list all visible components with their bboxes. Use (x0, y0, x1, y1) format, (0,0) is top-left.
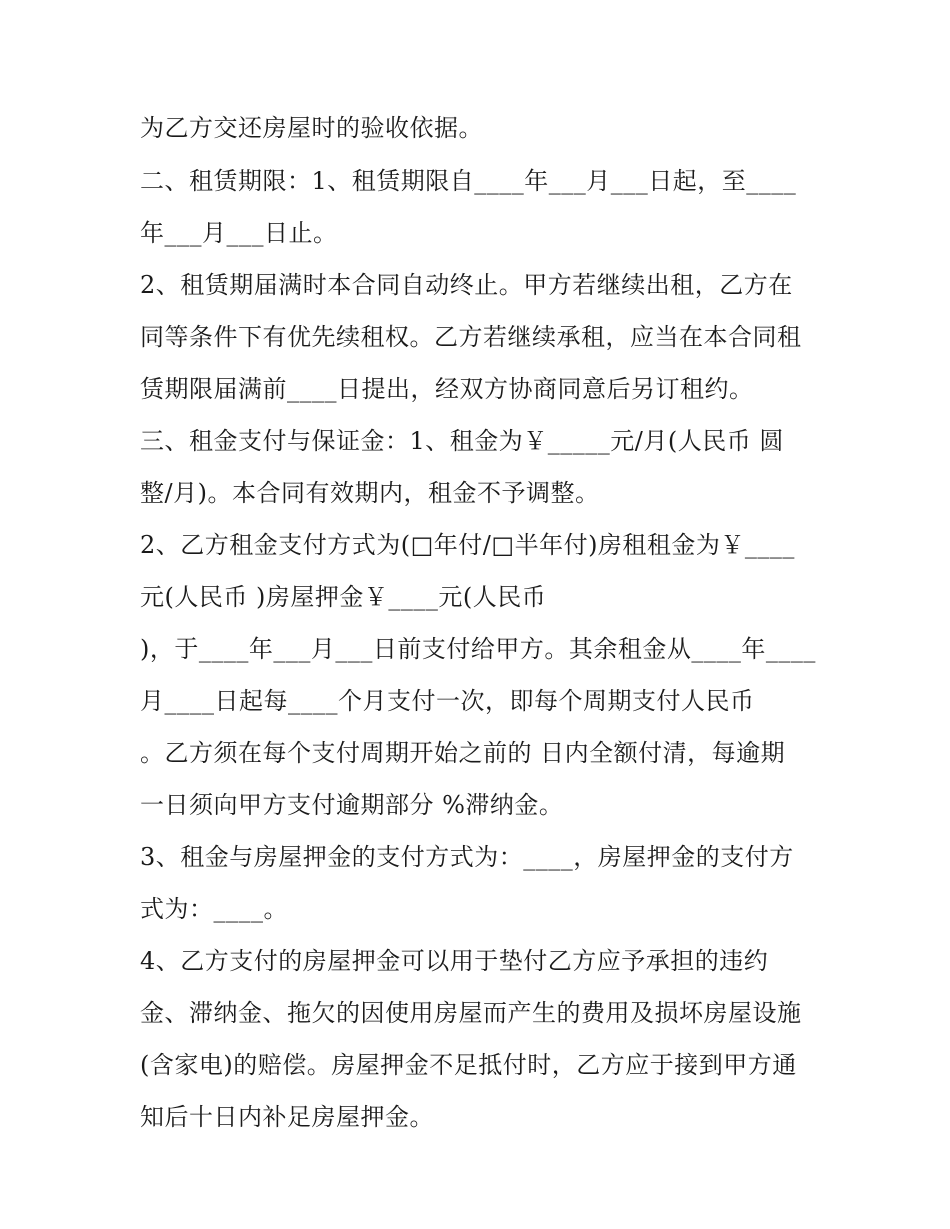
text-line: 2、租赁期届满时本合同自动终止。甲方若继续出租，乙方在 (140, 271, 793, 299)
text-line: 式为：____。 (140, 895, 288, 923)
text-line: 二、租赁期限：1、租赁期限自____年___月___日起，至____ (140, 167, 797, 195)
text-line: 一日须向甲方支付逾期部分 %滞纳金。 (140, 791, 564, 819)
text-line: 三、租金支付与保证金：1、租金为￥_____元/月(人民币 圆 (140, 427, 784, 455)
text-line: )，于____年___月___日前支付给甲方。其余租金从____年____ (140, 635, 816, 663)
text-line: 。乙方须在每个支付周期开始之前的 日内全额付清，每逾期 (140, 739, 786, 767)
text-line: 同等条件下有优先续租权。乙方若继续承租，应当在本合同租 (140, 323, 802, 351)
text-line: 4、乙方支付的房屋押金可以用于垫付乙方应予承担的违约 (140, 947, 769, 975)
text-line: 整/月)。本合同有效期内，租金不予调整。 (140, 479, 600, 507)
text-line: 元(人民币 )房屋押金￥____元(人民币 (140, 583, 547, 611)
text-line: 月____日起每____个月支付一次，即每个周期支付人民币 (140, 687, 755, 715)
text-line: 知后十日内补足房屋押金。 (140, 1103, 434, 1131)
text-line: (含家电)的赔偿。房屋押金不足抵付时，乙方应于接到甲方通 (140, 1051, 797, 1079)
text-line: 为乙方交还房屋时的验收依据。 (140, 114, 483, 142)
text-line: 金、滞纳金、拖欠的因使用房屋而产生的费用及损坏房屋设施 (140, 999, 802, 1027)
text-line: 赁期限届满前____日提出，经双方协商同意后另订租约。 (140, 375, 754, 403)
text-line: 年___月___日止。 (140, 219, 338, 247)
text-line: 3、租金与房屋押金的支付方式为：____，房屋押金的支付方 (140, 843, 794, 871)
text-line: 2、乙方租金支付方式为(□年付/□半年付)房租租金为￥____ (140, 531, 795, 559)
